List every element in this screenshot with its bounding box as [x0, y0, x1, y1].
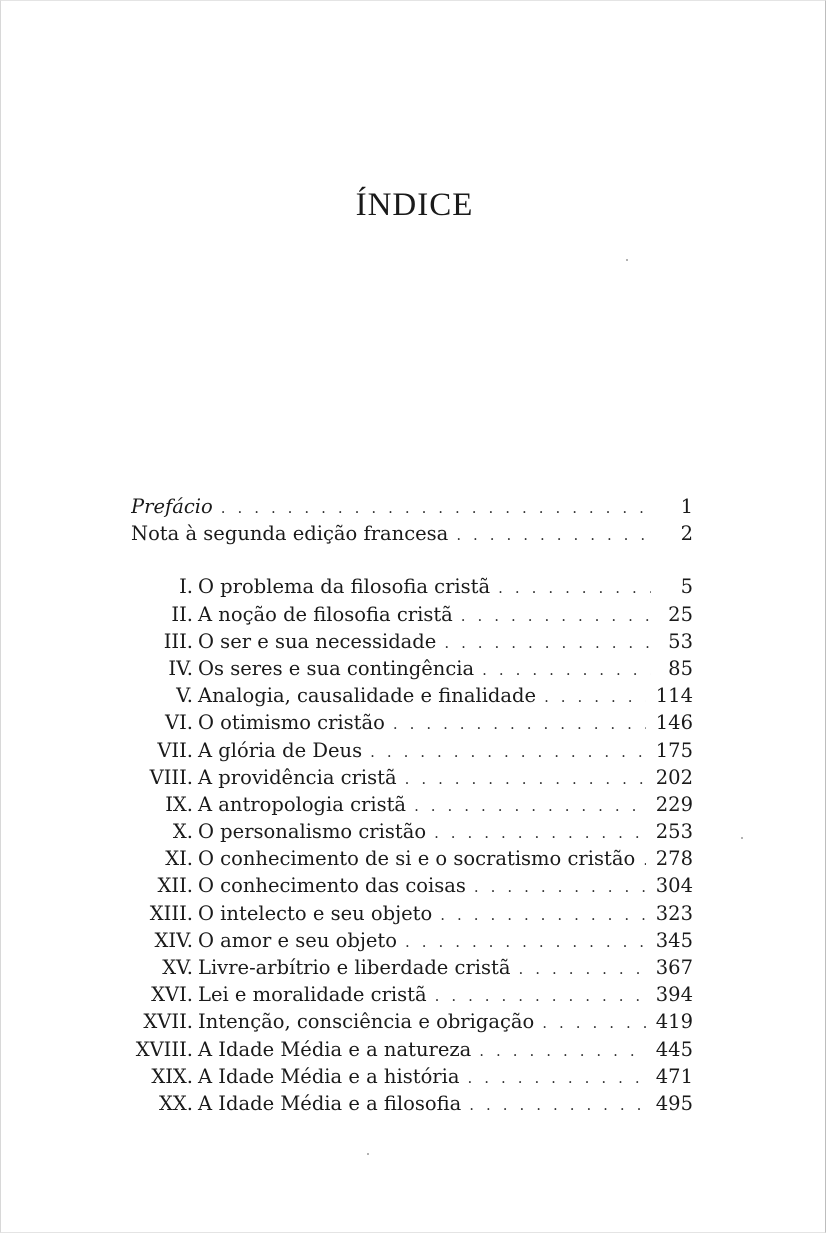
chapter-title: A Idade Média e a filosofia	[198, 1091, 462, 1115]
toc-entry	[131, 711, 693, 738]
toc-entry	[131, 1038, 693, 1065]
chapter-title: O intelecto e seu objeto	[198, 901, 433, 925]
toc-entry	[131, 793, 693, 820]
page-number: 146	[655, 711, 693, 735]
chapter-number: XVI.	[151, 983, 193, 1007]
page-number: 2	[680, 522, 693, 546]
toc-entry	[131, 1010, 693, 1037]
paper-speck	[626, 259, 628, 261]
front-matter-list	[131, 495, 693, 549]
chapter-title: A Idade Média e a natureza	[198, 1037, 472, 1061]
toc-entry	[131, 739, 693, 766]
page-number: 253	[655, 820, 693, 844]
chapter-title: O amor e seu objeto	[198, 928, 397, 952]
chapter-title: Intenção, consciência e obrigação	[198, 1010, 535, 1034]
front-matter-entry	[131, 522, 693, 549]
toc-entry	[131, 956, 693, 983]
chapter-title: A antropologia cristã	[198, 792, 407, 816]
dot-leader	[479, 1042, 645, 1060]
chapter-number: III.	[163, 629, 193, 653]
toc-entry	[131, 983, 693, 1010]
page-number: 345	[655, 928, 693, 952]
front-matter-title: Prefácio	[131, 495, 213, 518]
chapter-number: XIX.	[151, 1064, 193, 1088]
chapter-title: A glória de Deus	[198, 738, 363, 762]
paper-speck	[367, 1153, 369, 1155]
chapter-number: XIV.	[154, 928, 193, 952]
dot-leader	[370, 743, 646, 761]
page-number: 471	[655, 1064, 693, 1088]
chapter-title: A noção de filosofia cristã	[198, 602, 453, 626]
toc-entry	[131, 630, 693, 657]
dot-leader	[643, 851, 646, 869]
dot-leader	[542, 1014, 646, 1032]
dot-leader	[468, 1069, 646, 1087]
toc-entry	[131, 820, 693, 847]
dot-leader	[498, 579, 651, 597]
page-number: 175	[655, 738, 693, 762]
toc-entry	[131, 603, 693, 630]
chapter-number: IV.	[168, 656, 193, 680]
dot-leader	[474, 878, 646, 896]
page-number: 114	[655, 684, 693, 708]
page-number: 85	[668, 656, 693, 680]
dot-leader	[435, 987, 646, 1005]
page-number: 495	[655, 1091, 693, 1115]
chapter-number: IX.	[165, 792, 193, 816]
chapter-title: O problema da filosofia cristã	[198, 575, 491, 599]
chapter-number: VII.	[157, 738, 193, 762]
chapter-title: Analogia, causalidade e finalidade	[198, 684, 537, 708]
page-number: 1	[680, 495, 693, 518]
toc-entry	[131, 874, 693, 901]
dot-leader	[461, 607, 651, 625]
dot-leader	[469, 1096, 645, 1114]
page-number: 278	[655, 847, 693, 871]
toc-entry	[131, 684, 693, 711]
dot-leader	[393, 715, 646, 733]
chapter-number: XVII.	[143, 1010, 193, 1034]
dot-leader	[440, 906, 646, 924]
toc-entry	[131, 1092, 693, 1119]
chapter-title: O ser e sua necessidade	[198, 629, 437, 653]
dot-leader	[544, 688, 646, 706]
toc-entry	[131, 902, 693, 929]
page-number: 229	[655, 792, 693, 816]
page-number: 5	[680, 575, 693, 599]
dot-leader	[519, 960, 646, 978]
chapter-number: II.	[171, 602, 193, 626]
dot-leader	[434, 824, 646, 842]
dot-leader	[456, 526, 651, 544]
chapter-number: XII.	[157, 874, 193, 898]
chapter-title: O otimismo cristão	[198, 711, 385, 735]
chapter-title: O conhecimento de si e o socratismo cristão	[198, 847, 636, 871]
page-number: 419	[655, 1010, 693, 1034]
chapter-title: A Idade Média e a história	[198, 1064, 460, 1088]
chapter-number: V.	[176, 684, 193, 708]
paper-speck	[741, 837, 743, 839]
dot-leader	[414, 797, 646, 815]
chapter-number: XI.	[165, 847, 193, 871]
chapter-number: VIII.	[149, 765, 193, 789]
chapter-title: Os seres e sua contingência	[198, 656, 475, 680]
toc-entry	[131, 575, 693, 602]
chapter-number: XIII.	[149, 901, 193, 925]
chapter-number: XVIII.	[135, 1037, 193, 1061]
page-number: 367	[655, 956, 693, 979]
toc-entry	[131, 847, 693, 874]
page-number: 304	[655, 874, 693, 898]
chapter-title: O personalismo cristão	[198, 820, 427, 844]
chapter-number: XV.	[162, 956, 193, 979]
chapter-title: A providência cristã	[198, 765, 397, 789]
chapter-title: Livre-arbítrio e liberdade cristã	[198, 956, 511, 979]
chapter-title: O conhecimento das coisas	[198, 874, 466, 898]
front-matter-title: Nota à segunda edição francesa	[131, 522, 449, 546]
front-matter-entry	[131, 495, 693, 522]
page-number: 445	[655, 1037, 693, 1061]
toc-entry	[131, 929, 693, 956]
page-number: 202	[655, 765, 693, 789]
table-of-contents	[131, 495, 693, 1119]
dot-leader	[405, 933, 646, 951]
toc-entry	[131, 1065, 693, 1092]
chapter-title: Lei e moralidade cristã	[198, 983, 427, 1007]
dot-leader	[482, 661, 651, 679]
chapter-number: I.	[179, 575, 193, 599]
page-number: 25	[668, 602, 693, 626]
page-number: 53	[668, 629, 693, 653]
page-number: 323	[655, 901, 693, 925]
chapter-list	[131, 575, 693, 1119]
page-title: ÍNDICE	[355, 187, 474, 223]
chapter-number: VI.	[165, 711, 193, 735]
toc-entry	[131, 766, 693, 793]
section-gap	[131, 549, 693, 575]
dot-leader	[405, 770, 646, 788]
chapter-number: XX.	[159, 1091, 193, 1115]
toc-entry	[131, 657, 693, 684]
chapter-number: X.	[172, 820, 193, 844]
dot-leader	[444, 634, 651, 652]
dot-leader	[221, 499, 651, 517]
page-number: 394	[655, 983, 693, 1007]
